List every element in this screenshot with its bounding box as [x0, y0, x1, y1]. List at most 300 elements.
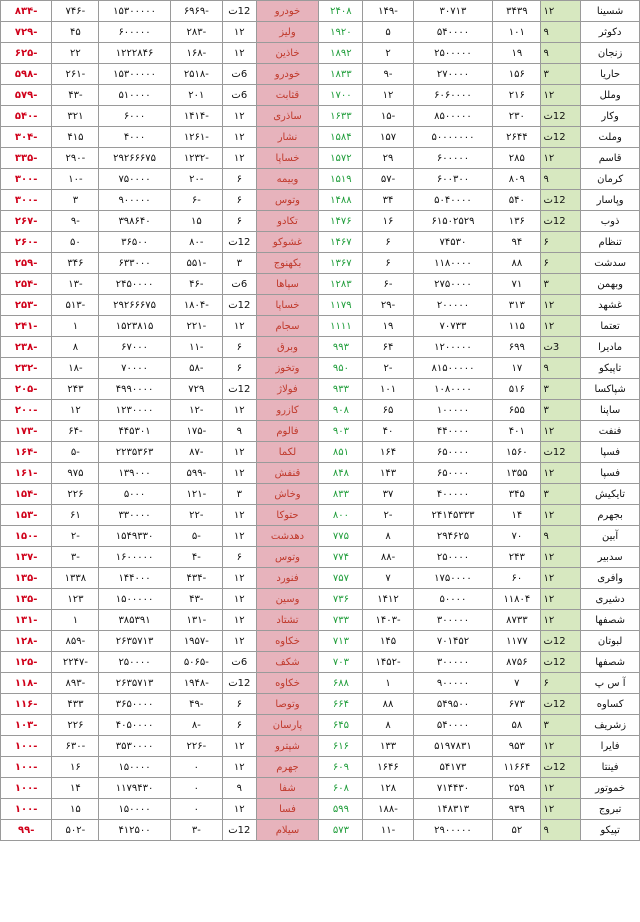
- cell-volume-b: ۶۷۰۰۰: [99, 337, 170, 358]
- cell-period-a: ۳: [541, 484, 581, 505]
- cell-symbol-b: نشار: [256, 127, 319, 148]
- cell-period-b: ۶: [223, 547, 257, 568]
- table-row: [1, 778, 640, 799]
- cell-score: ۷۳۶: [319, 589, 363, 610]
- cell-rank-change: -۳۰۴: [1, 127, 52, 148]
- table-row: [1, 694, 640, 715]
- cell-change-b: -۷۴۶: [52, 1, 99, 22]
- cell-symbol-a: خموتور: [581, 778, 640, 799]
- cell-rank-change: -۱۰۰: [1, 778, 52, 799]
- table-row: [1, 526, 640, 547]
- cell-score: ۶۴۵: [319, 715, 363, 736]
- cell-symbol-b: سیلام: [256, 820, 319, 841]
- cell-change-b: ۲۴۳: [52, 379, 99, 400]
- cell-period-b: ۱۲: [223, 610, 257, 631]
- cell-count-a: ۱۱۸۰۴: [493, 589, 541, 610]
- cell-period-b: ۱۲: [223, 148, 257, 169]
- cell-count-a: ۵۴۰: [493, 190, 541, 211]
- cell-count-a: ۲۳۰: [493, 106, 541, 127]
- cell-count-a: ۱۵۶: [493, 64, 541, 85]
- cell-volume-a: ۲۴۱۴۵۳۳۳: [413, 505, 493, 526]
- cell-change-b: -۶۳۰: [52, 736, 99, 757]
- cell-score: ۱۸۹۲: [319, 43, 363, 64]
- cell-count-a: ۶۰: [493, 568, 541, 589]
- cell-change-a: ۱۰۱: [363, 379, 413, 400]
- table-row: [1, 295, 640, 316]
- cell-symbol-a: فسپا: [581, 463, 640, 484]
- cell-volume-a: ۵۰۰۰۰۰۰۰: [413, 127, 493, 148]
- cell-volume-b: ۳۶۵۰۰۰۰: [99, 694, 170, 715]
- cell-volume-a: ۲۹۰۰۰۰۰: [413, 820, 493, 841]
- table-body: [1, 1, 640, 841]
- cell-volume-b: ۱۶۰۰۰۰۰: [99, 547, 170, 568]
- cell-count-a: ۱۴: [493, 505, 541, 526]
- cell-rank-change: -۱۲۸: [1, 631, 52, 652]
- cell-change-c: -۲۲۶: [170, 736, 222, 757]
- cell-symbol-b: خودرو: [256, 1, 319, 22]
- cell-count-a: ۵۲: [493, 820, 541, 841]
- cell-rank-change: -۵۷۹: [1, 85, 52, 106]
- cell-score: ۱۳۶۷: [319, 253, 363, 274]
- cell-volume-a: ۳۰۰۰۰۰: [413, 610, 493, 631]
- cell-rank-change: -۲۵۴: [1, 274, 52, 295]
- cell-period-b: ۱۲: [223, 799, 257, 820]
- cell-rank-change: -۲۳۲: [1, 358, 52, 379]
- cell-rank-change: -۲۰۵: [1, 379, 52, 400]
- cell-symbol-b: وبرق: [256, 337, 319, 358]
- cell-volume-b: ۱۵۰۰۰۰: [99, 799, 170, 820]
- cell-volume-b: ۱۳۹۰۰۰: [99, 463, 170, 484]
- cell-change-b: -۸۵۹: [52, 631, 99, 652]
- cell-period-b: ۶: [223, 358, 257, 379]
- cell-symbol-a: ذوب: [581, 211, 640, 232]
- cell-volume-b: ۱۵۰۰۰۰۰: [99, 589, 170, 610]
- cell-score: ۵۹۹: [319, 799, 363, 820]
- cell-volume-b: ۱۵۲۳۸۱۵: [99, 316, 170, 337]
- cell-change-c: -۱۳۱: [170, 610, 222, 631]
- cell-symbol-a: سدشت: [581, 253, 640, 274]
- cell-period-b: 6ت: [223, 64, 257, 85]
- cell-change-b: -۲۲۴۷: [52, 652, 99, 673]
- cell-change-a: ۳۴: [363, 190, 413, 211]
- cell-volume-a: ۵۰۴۰۰۰۰: [413, 190, 493, 211]
- cell-count-a: ۱۱۶۶۴: [493, 757, 541, 778]
- cell-symbol-a: تنظام: [581, 232, 640, 253]
- cell-change-c: -۵۵۱: [170, 253, 222, 274]
- cell-score: ۸۵۱: [319, 442, 363, 463]
- cell-period-a: ۱۲: [541, 85, 581, 106]
- cell-rank-change: -۸۳۴: [1, 1, 52, 22]
- cell-count-a: ۲۶۴۴: [493, 127, 541, 148]
- cell-change-b: ۱۴: [52, 778, 99, 799]
- cell-change-a: ۶: [363, 253, 413, 274]
- cell-volume-b: ۴۰۵۰۰۰۰: [99, 715, 170, 736]
- cell-symbol-a: فنفت: [581, 421, 640, 442]
- cell-score: ۸۳۳: [319, 484, 363, 505]
- cell-volume-b: ۳۶۵۰۰: [99, 232, 170, 253]
- cell-change-b: ۲۲۶: [52, 715, 99, 736]
- cell-volume-a: ۷۱۴۴۳۰: [413, 778, 493, 799]
- cell-count-a: ۲۱۶: [493, 85, 541, 106]
- cell-symbol-b: خکاوه: [256, 631, 319, 652]
- cell-volume-b: ۱۱۷۹۴۳۰: [99, 778, 170, 799]
- cell-count-a: ۹۵۳: [493, 736, 541, 757]
- cell-period-b: ۶: [223, 169, 257, 190]
- cell-score: ۷۱۳: [319, 631, 363, 652]
- cell-count-a: ۷۰: [493, 526, 541, 547]
- cell-period-b: ۱۲: [223, 106, 257, 127]
- cell-change-c: -۵۸: [170, 358, 222, 379]
- cell-period-b: 12ت: [223, 379, 257, 400]
- cell-change-a: ۳۷: [363, 484, 413, 505]
- cell-symbol-a: وملل: [581, 85, 640, 106]
- cell-change-a: -۲۹: [363, 295, 413, 316]
- cell-rank-change: -۲۵۹: [1, 253, 52, 274]
- cell-rank-change: -۱۰۳: [1, 715, 52, 736]
- cell-count-a: ۵۸: [493, 715, 541, 736]
- cell-count-a: ۱۹: [493, 43, 541, 64]
- cell-count-a: ۸۷۵۶: [493, 652, 541, 673]
- cell-change-a: -۱۴۹: [363, 1, 413, 22]
- cell-rank-change: -۱۱۸: [1, 673, 52, 694]
- cell-score: ۱۵۱۹: [319, 169, 363, 190]
- cell-symbol-a: قاسم: [581, 148, 640, 169]
- cell-volume-a: ۵۴۹۵۰۰: [413, 694, 493, 715]
- cell-change-c: -۱۲: [170, 400, 222, 421]
- cell-period-b: ۱۲: [223, 589, 257, 610]
- cell-score: ۶۶۴: [319, 694, 363, 715]
- cell-change-c: -۱۹۵۷: [170, 631, 222, 652]
- cell-change-a: -۱۸۸: [363, 799, 413, 820]
- cell-symbol-a: تایکیش: [581, 484, 640, 505]
- cell-period-a: 12ت: [541, 442, 581, 463]
- cell-change-a: ۸: [363, 715, 413, 736]
- cell-change-b: ۲۲: [52, 43, 99, 64]
- cell-change-c: -۶: [170, 190, 222, 211]
- cell-volume-b: ۴۴۵۳۰۱: [99, 421, 170, 442]
- cell-period-a: ۹: [541, 820, 581, 841]
- cell-volume-b: ۵۰۰۰: [99, 484, 170, 505]
- cell-change-b: -۱۳: [52, 274, 99, 295]
- table-row: [1, 715, 640, 736]
- cell-volume-a: ۶۱۵۰۲۵۲۹: [413, 211, 493, 232]
- cell-count-a: ۱۱۵: [493, 316, 541, 337]
- cell-period-b: 6ت: [223, 274, 257, 295]
- table-row: [1, 568, 640, 589]
- cell-period-b: 6ت: [223, 652, 257, 673]
- cell-volume-b: ۹۰۰۰۰۰: [99, 190, 170, 211]
- cell-score: ۷۳۳: [319, 610, 363, 631]
- cell-change-a: ۵: [363, 22, 413, 43]
- cell-change-c: -۴۳: [170, 589, 222, 610]
- cell-change-a: -۲: [363, 358, 413, 379]
- cell-volume-b: ۳۸۵۳۹۱: [99, 610, 170, 631]
- cell-change-a: ۱۳۳: [363, 736, 413, 757]
- cell-score: ۷۷۴: [319, 547, 363, 568]
- cell-change-a: -۲: [363, 505, 413, 526]
- cell-symbol-b: شکف: [256, 652, 319, 673]
- cell-score: ۹۹۳: [319, 337, 363, 358]
- cell-count-a: ۸۸: [493, 253, 541, 274]
- cell-score: ۹۳۳: [319, 379, 363, 400]
- cell-symbol-a: وکار: [581, 106, 640, 127]
- cell-change-b: -۳: [52, 547, 99, 568]
- cell-change-b: ۴۵: [52, 22, 99, 43]
- cell-change-a: -۱۴۰۳: [363, 610, 413, 631]
- cell-change-c: -۸۰: [170, 232, 222, 253]
- cell-change-a: ۱۴۳: [363, 463, 413, 484]
- cell-score: ۲۴۰۸: [319, 1, 363, 22]
- cell-period-b: 12ت: [223, 1, 257, 22]
- cell-volume-a: ۶۵۰۰۰۰: [413, 463, 493, 484]
- cell-change-c: -۲۲: [170, 505, 222, 526]
- cell-volume-b: ۱۵۰۰۰۰: [99, 757, 170, 778]
- cell-period-a: ۱۲: [541, 148, 581, 169]
- cell-period-a: ۱۲: [541, 799, 581, 820]
- cell-period-a: ۱۲: [541, 463, 581, 484]
- cell-volume-a: ۴۴۰۰۰۰: [413, 421, 493, 442]
- cell-volume-b: ۱۲۲۲۸۴۶: [99, 43, 170, 64]
- cell-change-a: ۶۴: [363, 337, 413, 358]
- table-row: [1, 442, 640, 463]
- cell-rank-change: -۱۷۳: [1, 421, 52, 442]
- cell-volume-a: ۲۷۰۰۰۰: [413, 64, 493, 85]
- cell-symbol-a: آبین: [581, 526, 640, 547]
- table-row: [1, 400, 640, 421]
- cell-period-b: ۱۲: [223, 568, 257, 589]
- cell-period-a: 12ت: [541, 652, 581, 673]
- table-row: [1, 337, 640, 358]
- cell-period-b: ۶: [223, 715, 257, 736]
- cell-change-a: -۸۸: [363, 547, 413, 568]
- cell-symbol-b: تشتاد: [256, 610, 319, 631]
- cell-rank-change: -۱۳۱: [1, 610, 52, 631]
- cell-symbol-a: فایرا: [581, 736, 640, 757]
- cell-volume-a: ۱۰۸۰۰۰۰: [413, 379, 493, 400]
- table-row: [1, 274, 640, 295]
- cell-symbol-b: وتوس: [256, 547, 319, 568]
- cell-rank-change: -۶۲۵: [1, 43, 52, 64]
- cell-period-a: ۱۲: [541, 295, 581, 316]
- cell-symbol-b: فولاژ: [256, 379, 319, 400]
- cell-symbol-b: خساپا: [256, 295, 319, 316]
- cell-rank-change: -۱۰۰: [1, 736, 52, 757]
- cell-volume-b: ۶۰۰۰۰۰: [99, 22, 170, 43]
- cell-symbol-a: شسینا: [581, 1, 640, 22]
- cell-period-b: ۹: [223, 421, 257, 442]
- cell-count-a: ۶۵۵: [493, 400, 541, 421]
- cell-symbol-a: سدبیر: [581, 547, 640, 568]
- cell-period-b: 6ت: [223, 85, 257, 106]
- cell-rank-change: -۹۹: [1, 820, 52, 841]
- cell-volume-b: ۷۵۰۰۰۰: [99, 169, 170, 190]
- table-row: [1, 736, 640, 757]
- cell-change-c: ۱۵: [170, 211, 222, 232]
- cell-symbol-a: کرمان: [581, 169, 640, 190]
- cell-volume-b: ۲۵۰۰۰۰: [99, 652, 170, 673]
- cell-volume-a: ۶۵۰۰۰۰: [413, 442, 493, 463]
- cell-score: ۱۱۱۱: [319, 316, 363, 337]
- cell-change-c: -۳: [170, 820, 222, 841]
- cell-volume-b: ۱۲۳۰۰۰۰: [99, 400, 170, 421]
- cell-period-b: ۱۲: [223, 127, 257, 148]
- cell-change-b: -۹: [52, 211, 99, 232]
- cell-symbol-a: دشیری: [581, 589, 640, 610]
- cell-change-c: -۱۹۴۸: [170, 673, 222, 694]
- table-row: [1, 211, 640, 232]
- cell-volume-a: ۲۵۰۰۰۰: [413, 547, 493, 568]
- cell-period-b: ۱۲: [223, 463, 257, 484]
- cell-change-a: ۲: [363, 43, 413, 64]
- cell-volume-b: ۷۰۰۰۰: [99, 358, 170, 379]
- table-row: [1, 547, 640, 568]
- cell-volume-a: ۶۰۰۳۰۰: [413, 169, 493, 190]
- cell-change-c: -۲۲۱: [170, 316, 222, 337]
- cell-period-a: ۹: [541, 526, 581, 547]
- cell-score: ۱۱۷۹: [319, 295, 363, 316]
- cell-symbol-a: دکوثر: [581, 22, 640, 43]
- cell-change-c: -۱۶۸: [170, 43, 222, 64]
- cell-symbol-a: وافری: [581, 568, 640, 589]
- table-row: [1, 190, 640, 211]
- cell-change-b: ۱۲: [52, 400, 99, 421]
- cell-symbol-a: فسپا: [581, 442, 640, 463]
- cell-count-a: ۲۴۳: [493, 547, 541, 568]
- cell-score: ۶۱۶: [319, 736, 363, 757]
- cell-period-a: ۱۲: [541, 421, 581, 442]
- cell-score: ۹۰۳: [319, 421, 363, 442]
- table-row: [1, 22, 640, 43]
- cell-symbol-a: تاپیکو: [581, 358, 640, 379]
- cell-volume-a: ۵۱۹۷۸۳۱: [413, 736, 493, 757]
- cell-count-a: ۲۸۵: [493, 148, 541, 169]
- cell-volume-b: ۵۱۰۰۰۰: [99, 85, 170, 106]
- cell-period-a: ۱۲: [541, 316, 581, 337]
- cell-change-b: ۱: [52, 610, 99, 631]
- cell-volume-a: ۷۰۷۳۳: [413, 316, 493, 337]
- cell-rank-change: -۱۵۴: [1, 484, 52, 505]
- table-row: [1, 799, 640, 820]
- cell-volume-b: ۲۴۵۰۰۰۰: [99, 274, 170, 295]
- cell-score: ۱۷۰۰: [319, 85, 363, 106]
- table-row: [1, 610, 640, 631]
- table-row: [1, 421, 640, 442]
- cell-symbol-a: وپاسار: [581, 190, 640, 211]
- table-row: [1, 232, 640, 253]
- cell-symbol-b: قنفش: [256, 463, 319, 484]
- cell-score: ۱۶۳۳: [319, 106, 363, 127]
- cell-volume-a: ۲۷۵۰۰۰۰: [413, 274, 493, 295]
- table-row: [1, 463, 640, 484]
- cell-volume-b: ۱۵۳۰۰۰۰۰: [99, 1, 170, 22]
- cell-change-a: ۸: [363, 526, 413, 547]
- cell-volume-a: ۲۰۰۰۰۰: [413, 295, 493, 316]
- cell-period-a: 12ت: [541, 211, 581, 232]
- cell-change-a: ۱۹: [363, 316, 413, 337]
- cell-change-b: ۳: [52, 190, 99, 211]
- cell-score: ۷۷۵: [319, 526, 363, 547]
- cell-symbol-a: تپیکو: [581, 820, 640, 841]
- cell-period-a: 12ت: [541, 106, 581, 127]
- cell-symbol-b: فسا: [256, 799, 319, 820]
- cell-period-b: ۱۲: [223, 526, 257, 547]
- cell-symbol-b: تکادو: [256, 211, 319, 232]
- cell-volume-a: ۱۷۵۰۰۰۰: [413, 568, 493, 589]
- cell-period-a: ۱۲: [541, 778, 581, 799]
- cell-rank-change: -۲۴۱: [1, 316, 52, 337]
- cell-volume-b: ۲۹۲۶۶۶۷۵: [99, 148, 170, 169]
- cell-period-b: ۱۲: [223, 43, 257, 64]
- cell-period-a: ۳: [541, 400, 581, 421]
- cell-count-a: ۶۷۳: [493, 694, 541, 715]
- cell-period-a: ۳: [541, 64, 581, 85]
- cell-change-c: -۱۲۳۲: [170, 148, 222, 169]
- cell-volume-a: ۱۲۰۰۰۰۰: [413, 337, 493, 358]
- cell-score: ۱۵۷۲: [319, 148, 363, 169]
- cell-score: ۱۴۸۸: [319, 190, 363, 211]
- cell-symbol-a: تعتما: [581, 316, 640, 337]
- cell-change-a: ۱۲۸: [363, 778, 413, 799]
- cell-period-b: ۶: [223, 694, 257, 715]
- cell-change-a: ۱۵۷: [363, 127, 413, 148]
- cell-rank-change: -۵۹۸: [1, 64, 52, 85]
- cell-change-c: -۲۵۱۸: [170, 64, 222, 85]
- cell-score: ۹۵۰: [319, 358, 363, 379]
- cell-rank-change: -۱۵۳: [1, 505, 52, 526]
- cell-change-b: -۸۹۳: [52, 673, 99, 694]
- cell-count-a: ۶۹۹: [493, 337, 541, 358]
- cell-period-b: ۱۲: [223, 400, 257, 421]
- cell-count-a: ۹۴: [493, 232, 541, 253]
- cell-symbol-a: زشریف: [581, 715, 640, 736]
- cell-period-a: 3ت: [541, 337, 581, 358]
- cell-volume-a: ۵۰۰۰۰: [413, 589, 493, 610]
- table-row: [1, 379, 640, 400]
- cell-volume-a: ۳۰۷۱۳: [413, 1, 493, 22]
- cell-change-c: -۴۶: [170, 274, 222, 295]
- cell-count-a: ۱۳۵۵: [493, 463, 541, 484]
- cell-period-b: ۱۲: [223, 757, 257, 778]
- cell-volume-b: ۲۹۲۶۶۶۷۵: [99, 295, 170, 316]
- cell-score: ۱۲۸۳: [319, 274, 363, 295]
- cell-change-a: -۱۵: [363, 106, 413, 127]
- cell-change-a: ۲۹: [363, 148, 413, 169]
- cell-volume-b: ۱۵۴۹۳۳۰: [99, 526, 170, 547]
- cell-rank-change: -۲۶۷: [1, 211, 52, 232]
- cell-count-a: ۷۱: [493, 274, 541, 295]
- cell-score: ۷۵۷: [319, 568, 363, 589]
- cell-period-b: ۱۲: [223, 736, 257, 757]
- cell-symbol-a: وبهمن: [581, 274, 640, 295]
- cell-symbol-b: خودرو: [256, 64, 319, 85]
- cell-rank-change: -۲۵۳: [1, 295, 52, 316]
- cell-change-c: -۵۹۹: [170, 463, 222, 484]
- table-row: [1, 253, 640, 274]
- cell-rank-change: -۲۰۰: [1, 400, 52, 421]
- cell-count-a: ۸۷۳۳: [493, 610, 541, 631]
- table-row: [1, 1, 640, 22]
- cell-rank-change: -۱۳۵: [1, 568, 52, 589]
- cell-change-c: -۱۸۰۴: [170, 295, 222, 316]
- cell-change-a: -۱۴۵۲: [363, 652, 413, 673]
- cell-symbol-b: شپترو: [256, 736, 319, 757]
- cell-change-c: -۱۱: [170, 337, 222, 358]
- cell-volume-b: ۱۵۳۰۰۰۰۰: [99, 64, 170, 85]
- cell-change-a: -۱۱: [363, 820, 413, 841]
- table-row: [1, 631, 640, 652]
- cell-change-a: ۸۸: [363, 694, 413, 715]
- cell-period-a: ۶: [541, 253, 581, 274]
